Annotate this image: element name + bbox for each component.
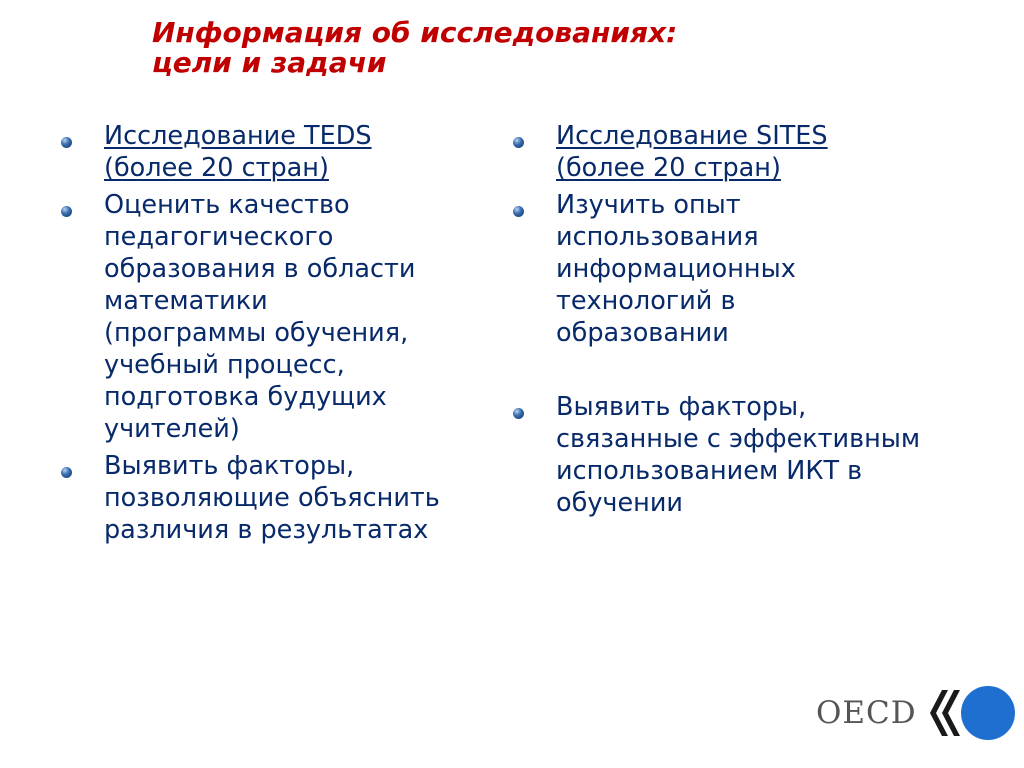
teds-goal-factors-text: Выявить факторы, позволяющие объяснить различия в результатах [104, 451, 440, 545]
slide-title [152, 18, 677, 78]
slide-title-line-2: цели и задачи [152, 46, 387, 79]
bullet-icon [61, 206, 72, 217]
bullet-icon [513, 137, 524, 148]
teds-study-link-line-1: Исследование TEDS [104, 121, 372, 151]
teds-goal-assess-item [58, 189, 488, 445]
sites-study-item [510, 120, 950, 184]
bullet-icon [61, 137, 72, 148]
sites-study-link-line-1: Исследование SITES [556, 121, 828, 151]
teds-study-link-line-2: (более 20 стран) [104, 153, 329, 183]
teds-goal-assess-text: Оценить качество педагогического образования в области математики (программы обучения, учебный процесс, подготовка будущих учителей) [104, 190, 416, 444]
sites-goal-factors-text: Выявить факторы, связанные с эффективным использованием ИКТ в обучении [556, 392, 921, 518]
bullet-icon [513, 408, 524, 419]
teds-goal-factors-item [58, 450, 488, 546]
oecd-logo [812, 684, 1017, 742]
right-column-list [510, 120, 950, 524]
sites-goal-study-item [510, 189, 950, 349]
sites-study-link-line-2: (более 20 стран) [556, 153, 781, 183]
oecd-logo-text: OECD [816, 695, 917, 731]
sites-study-link[interactable] [556, 120, 950, 184]
bullet-icon [61, 467, 72, 478]
sites-goal-factors-item [510, 391, 950, 519]
left-column-list [58, 120, 488, 551]
slide-title-line-1: Информация об исследованиях: [152, 16, 678, 49]
sites-goal-study-text: Изучить опыт использования информационных технологий в образовании [556, 190, 796, 348]
teds-study-item [58, 120, 488, 184]
teds-study-link[interactable] [104, 120, 488, 184]
oecd-logo-icon [922, 684, 1017, 742]
bullet-icon [513, 206, 524, 217]
